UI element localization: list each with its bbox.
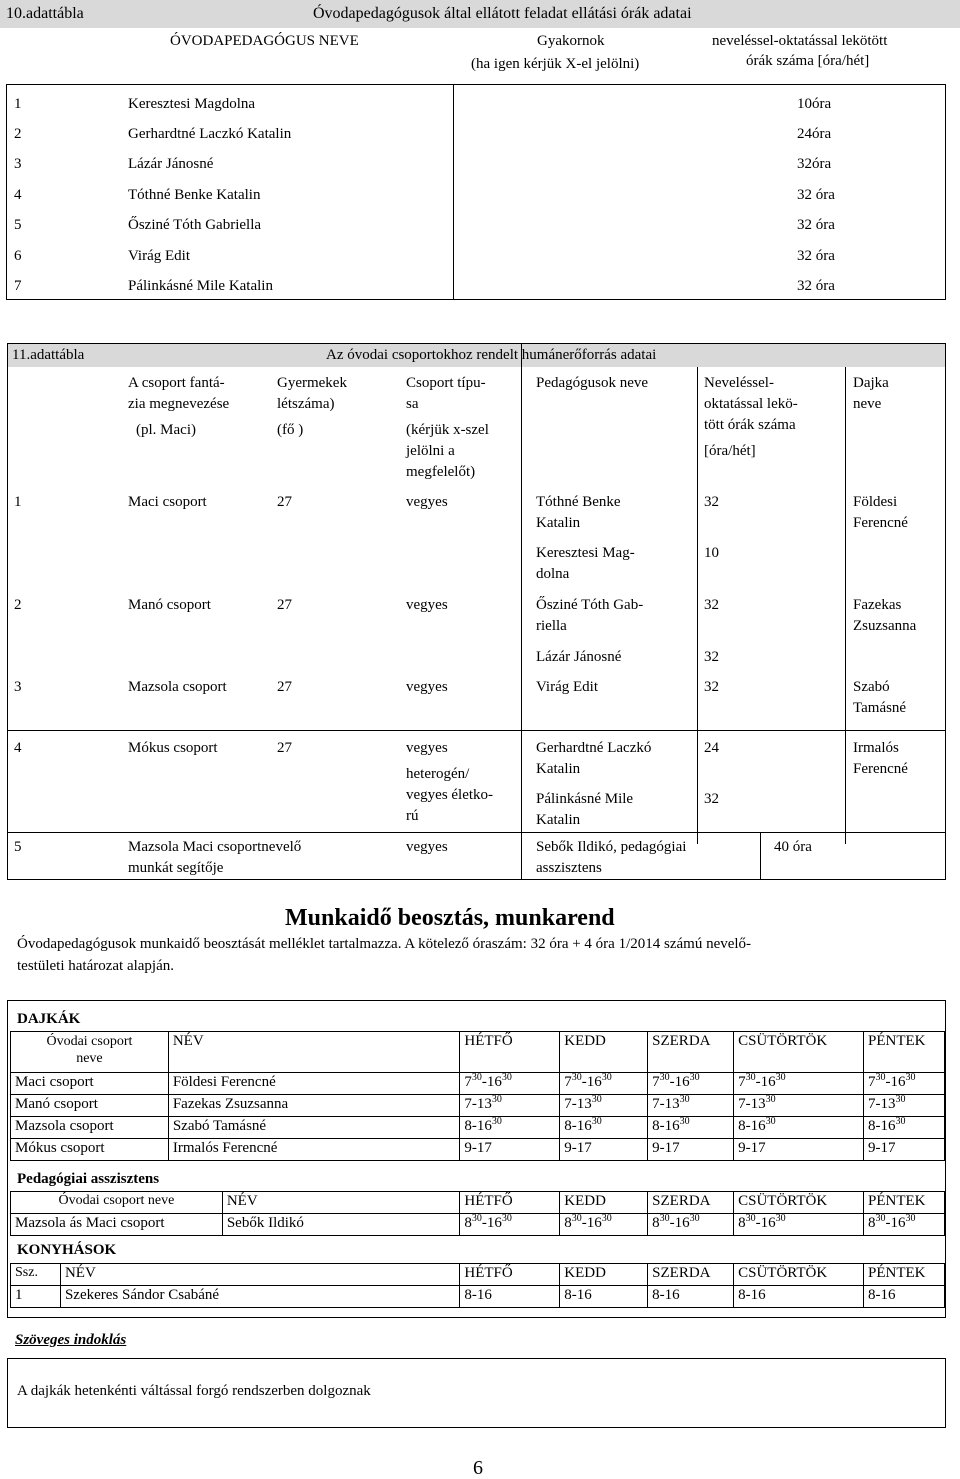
- table-row-hours: 32 óra: [797, 217, 835, 233]
- table-row-number: 1: [14, 494, 22, 510]
- table-row-number: 4: [14, 740, 22, 756]
- header-group-line: Óvodai csoport: [46, 1034, 133, 1049]
- shift: $8-16^{30}$: [560, 1117, 648, 1139]
- teacher-hours: 10: [704, 545, 719, 561]
- nanny-name: Ferencné: [853, 761, 908, 777]
- nannies-table: [10, 1031, 945, 1161]
- table-header-row: [11, 1192, 945, 1214]
- table-row-hours: 32óra: [797, 156, 832, 172]
- shift: $7-13^{30}$: [648, 1095, 734, 1117]
- group-name: Manó csoport: [128, 597, 211, 613]
- header-day: CSÜTÖRTÖK: [734, 1264, 864, 1286]
- shift: $7-13^{30}$: [863, 1095, 944, 1117]
- teacher-name: Sebők Ildikó, pedagógiai: [536, 839, 687, 855]
- header-hours: [óra/hét]: [704, 443, 756, 459]
- assistant-name: Sebők Ildikó: [222, 1214, 460, 1236]
- section-heading: Munkaidő beosztás, munkarend: [285, 905, 615, 931]
- header-hours: oktatással lekö-: [704, 396, 798, 412]
- row-number: 1: [11, 1286, 61, 1308]
- group-name: Mazsola csoport: [11, 1117, 169, 1139]
- header-kids: Gyermekek: [277, 375, 347, 391]
- table-row-name: Gerhardtné Laczkó Katalin: [128, 126, 292, 142]
- table-row: [11, 1139, 945, 1161]
- table11-label: 11.adattábla: [12, 347, 85, 363]
- group-type: vegyes életko-: [406, 787, 494, 803]
- table-header-row: [11, 1264, 945, 1286]
- nanny-name: Fazekas: [853, 597, 902, 613]
- header-day: SZERDA: [648, 1192, 734, 1214]
- kids-count: 27: [277, 494, 292, 510]
- header-group-name: (pl. Maci): [136, 422, 196, 438]
- teacher-name: Pálinkásné Mile: [536, 791, 634, 807]
- kitchen-table: [10, 1263, 945, 1308]
- table-row-number: 6: [14, 248, 22, 264]
- nanny-name: Szabó: [853, 679, 890, 695]
- teacher-name: riella: [536, 618, 567, 634]
- header-group-type: Csoport típu-: [406, 375, 486, 391]
- header-group: [11, 1032, 169, 1073]
- table-row: [11, 1286, 945, 1308]
- shift: $7^{30}-16^{30}$: [648, 1073, 734, 1095]
- header-day: KEDD: [560, 1264, 648, 1286]
- shift: 9-17: [560, 1139, 648, 1161]
- header-day: HÉTFŐ: [460, 1264, 560, 1286]
- table-row-number: 5: [14, 839, 22, 855]
- group-name: Maci csoport: [128, 494, 207, 510]
- kids-count: 27: [277, 740, 292, 756]
- shift: $7^{30}-16^{30}$: [734, 1073, 864, 1095]
- header-nanny: Dajka: [853, 375, 889, 391]
- header-nanny: neve: [853, 396, 882, 412]
- table-row-number: 1: [14, 96, 22, 112]
- table10-col-hours: neveléssel-oktatással lekötött: [712, 33, 888, 49]
- table-row-number: 3: [14, 156, 22, 172]
- nanny-name: Tamásné: [853, 700, 907, 716]
- group-name: Mazsola ás Maci csoport: [11, 1214, 223, 1236]
- teacher-hours: 32: [704, 649, 719, 665]
- teacher-hours: 40 óra: [774, 839, 812, 855]
- table-row-number: 7: [14, 278, 22, 294]
- shift: $7^{30}-16^{30}$: [560, 1073, 648, 1095]
- teacher-name: Katalin: [536, 515, 581, 531]
- table-row-number: 2: [14, 126, 22, 142]
- shift: 9-17: [460, 1139, 560, 1161]
- header-day: PÉNTEK: [864, 1192, 945, 1214]
- teacher-hours: 32: [704, 679, 719, 695]
- table-row-number: 3: [14, 679, 22, 695]
- table10-label: 10.adattábla: [6, 5, 84, 22]
- header-day: SZERDA: [648, 1032, 734, 1073]
- teacher-name: dolna: [536, 566, 570, 582]
- kitchen-name: Szekeres Sándor Csabáné: [60, 1286, 459, 1308]
- teacher-name: Katalin: [536, 812, 581, 828]
- shift: $7^{30}-16^{30}$: [460, 1073, 560, 1095]
- nanny-name: Irmalós Ferencné: [168, 1139, 460, 1161]
- teacher-hours: 24: [704, 740, 719, 756]
- header-name: NÉV: [60, 1264, 459, 1286]
- shift: $7-13^{30}$: [734, 1095, 864, 1117]
- shift: $8^{30}-16^{30}$: [734, 1214, 864, 1236]
- teacher-hours: 32: [704, 597, 719, 613]
- header-day: PÉNTEK: [863, 1032, 944, 1073]
- table-row-name: Lázár Jánosné: [128, 156, 214, 172]
- teacher-name: Katalin: [536, 761, 581, 777]
- header-kids: (fő ): [277, 422, 304, 438]
- assistants-title: Pedagógiai asszisztens: [17, 1171, 160, 1187]
- shift: 8-16: [864, 1286, 945, 1308]
- nanny-name: Ferencné: [853, 515, 908, 531]
- table-row-number: 5: [14, 217, 22, 233]
- teacher-hours: 32: [704, 791, 719, 807]
- header-group-type: jelölni a: [406, 443, 455, 459]
- header-teachers: Pedagógusok neve: [536, 375, 649, 391]
- table-row: [11, 1117, 945, 1139]
- header-day: KEDD: [560, 1192, 648, 1214]
- header-day: HÉTFŐ: [460, 1192, 560, 1214]
- shift: 9-17: [648, 1139, 734, 1161]
- shift: 9-17: [863, 1139, 944, 1161]
- table-row: [11, 1214, 945, 1236]
- shift: 9-17: [734, 1139, 864, 1161]
- shift: $7^{30}-16^{30}$: [863, 1073, 944, 1095]
- header-number: Ssz.: [11, 1264, 61, 1286]
- kids-count: 27: [277, 597, 292, 613]
- header-group-type: (kérjük x-szel: [406, 422, 489, 438]
- group-name: Maci csoport: [11, 1073, 169, 1095]
- shift: $7-13^{30}$: [560, 1095, 648, 1117]
- table-header-row: [11, 1032, 945, 1073]
- kitchen-title: KONYHÁSOK: [17, 1242, 117, 1258]
- table-row-name: Keresztesi Magdolna: [128, 96, 256, 112]
- table10-col-trainee: Gyakornok: [537, 33, 605, 49]
- shift: $8^{30}-16^{30}$: [648, 1214, 734, 1236]
- nanny-name: Földesi Ferencné: [168, 1073, 460, 1095]
- header-group-line: neve: [76, 1051, 103, 1066]
- table-row-number: 4: [14, 187, 22, 203]
- header-hours: Neveléssel-: [704, 375, 774, 391]
- header-day: CSÜTÖRTÖK: [734, 1192, 864, 1214]
- nanny-name: Irmalós: [853, 740, 899, 756]
- header-group: Óvodai csoport neve: [11, 1192, 223, 1214]
- shift: $8-16^{30}$: [734, 1117, 864, 1139]
- header-kids: létszáma): [277, 396, 335, 412]
- table-row-name: Virág Edit: [128, 248, 190, 264]
- shift: $8^{30}-16^{30}$: [864, 1214, 945, 1236]
- header-group-type: megfelelőt): [406, 464, 476, 480]
- shift: $8-16^{30}$: [863, 1117, 944, 1139]
- teacher-name: Keresztesi Mag-: [536, 545, 635, 561]
- header-day: HÉTFŐ: [460, 1032, 560, 1073]
- shift: $7-13^{30}$: [460, 1095, 560, 1117]
- group-type: rú: [406, 808, 419, 824]
- shift: $8-16^{30}$: [460, 1117, 560, 1139]
- header-hours: tött órák száma: [704, 417, 796, 433]
- reason-title: Szöveges indoklás: [15, 1332, 127, 1348]
- header-name: NÉV: [168, 1032, 460, 1073]
- header-day: PÉNTEK: [864, 1264, 945, 1286]
- shift: 8-16: [648, 1286, 734, 1308]
- shift: 8-16: [560, 1286, 648, 1308]
- table-row-name: Pálinkásné Mile Katalin: [128, 278, 273, 294]
- header-group-name: A csoport fantá-: [128, 375, 225, 391]
- header-group-type: sa: [406, 396, 419, 412]
- table10-col-trainee-note: (ha igen kérjük X-el jelölni): [471, 56, 640, 72]
- teacher-name: Tóthné Benke: [536, 494, 621, 510]
- table10-col-name: ÓVODAPEDAGÓGUS NEVE: [170, 33, 359, 49]
- group-type: vegyes: [406, 494, 448, 510]
- table11-title: Az óvodai csoportokhoz rendelt humánerőforrás adatai: [326, 347, 657, 363]
- header-group-name: zia megnevezése: [128, 396, 230, 412]
- teacher-name: Virág Edit: [536, 679, 598, 695]
- table-row: [11, 1073, 945, 1095]
- table-row-name: Tóthné Benke Katalin: [128, 187, 261, 203]
- kids-count: 27: [277, 679, 292, 695]
- group-type: vegyes: [406, 679, 448, 695]
- teacher-name: asszisztens: [536, 860, 602, 876]
- group-name: Mazsola csoport: [128, 679, 227, 695]
- header-day: SZERDA: [648, 1264, 734, 1286]
- reason-text: A dajkák hetenkénti váltással forgó rendszerben dolgoznak: [17, 1383, 371, 1399]
- header-name: NÉV: [222, 1192, 460, 1214]
- table-row-hours: 10óra: [797, 96, 832, 112]
- group-type: vegyes: [406, 839, 448, 855]
- table-row-hours: 32 óra: [797, 278, 835, 294]
- table-row-name: Ősziné Tóth Gabriella: [128, 217, 262, 233]
- teacher-name: Lázár Jánosné: [536, 649, 622, 665]
- nanny-name: Földesi: [853, 494, 898, 510]
- work-text: testületi határozat alapján.: [17, 958, 175, 974]
- assistants-table: [10, 1191, 945, 1236]
- header-day: KEDD: [560, 1032, 648, 1073]
- group-name: Manó csoport: [11, 1095, 169, 1117]
- teacher-name: Ősziné Tóth Gab-: [536, 597, 644, 613]
- table-row-number: 2: [14, 597, 22, 613]
- group-name: munkát segítője: [128, 860, 224, 876]
- shift: $8^{30}-16^{30}$: [460, 1214, 560, 1236]
- shift: 8-16: [734, 1286, 864, 1308]
- table-row-hours: 24óra: [797, 126, 832, 142]
- group-name: Mókus csoport: [11, 1139, 169, 1161]
- nanny-name: Zsuzsanna: [853, 618, 917, 634]
- group-type: heterogén/: [406, 766, 470, 782]
- group-name: Mazsola Maci csoportnevelő: [128, 839, 302, 855]
- nanny-name: Szabó Tamásné: [168, 1117, 460, 1139]
- table10-title: Óvodapedagógusok által ellátott feladat ellátási órák adatai: [313, 5, 692, 22]
- shift: 8-16: [460, 1286, 560, 1308]
- table-row: [11, 1095, 945, 1117]
- group-type: vegyes: [406, 597, 448, 613]
- teacher-hours: 32: [704, 494, 719, 510]
- header-day: CSÜTÖRTÖK: [734, 1032, 864, 1073]
- work-text: Óvodapedagógusok munkaidő beosztását melléklet tartalmazza. A kötelező óraszám: 32 óra + 4 óra 1/2014 számú nevelő-: [17, 936, 752, 952]
- shift: $8-16^{30}$: [648, 1117, 734, 1139]
- nannies-title: DAJKÁK: [17, 1011, 81, 1027]
- teacher-name: Gerhardtné Laczkó: [536, 740, 652, 756]
- shift: $8^{30}-16^{30}$: [560, 1214, 648, 1236]
- group-name: Mókus csoport: [128, 740, 218, 756]
- page-number: 6: [473, 1457, 483, 1479]
- nanny-name: Fazekas Zsuzsanna: [168, 1095, 460, 1117]
- group-type: vegyes: [406, 740, 448, 756]
- table-row-hours: 32 óra: [797, 248, 835, 264]
- table10-col-hours-unit: órák száma [óra/hét]: [746, 53, 870, 69]
- table-row-hours: 32 óra: [797, 187, 835, 203]
